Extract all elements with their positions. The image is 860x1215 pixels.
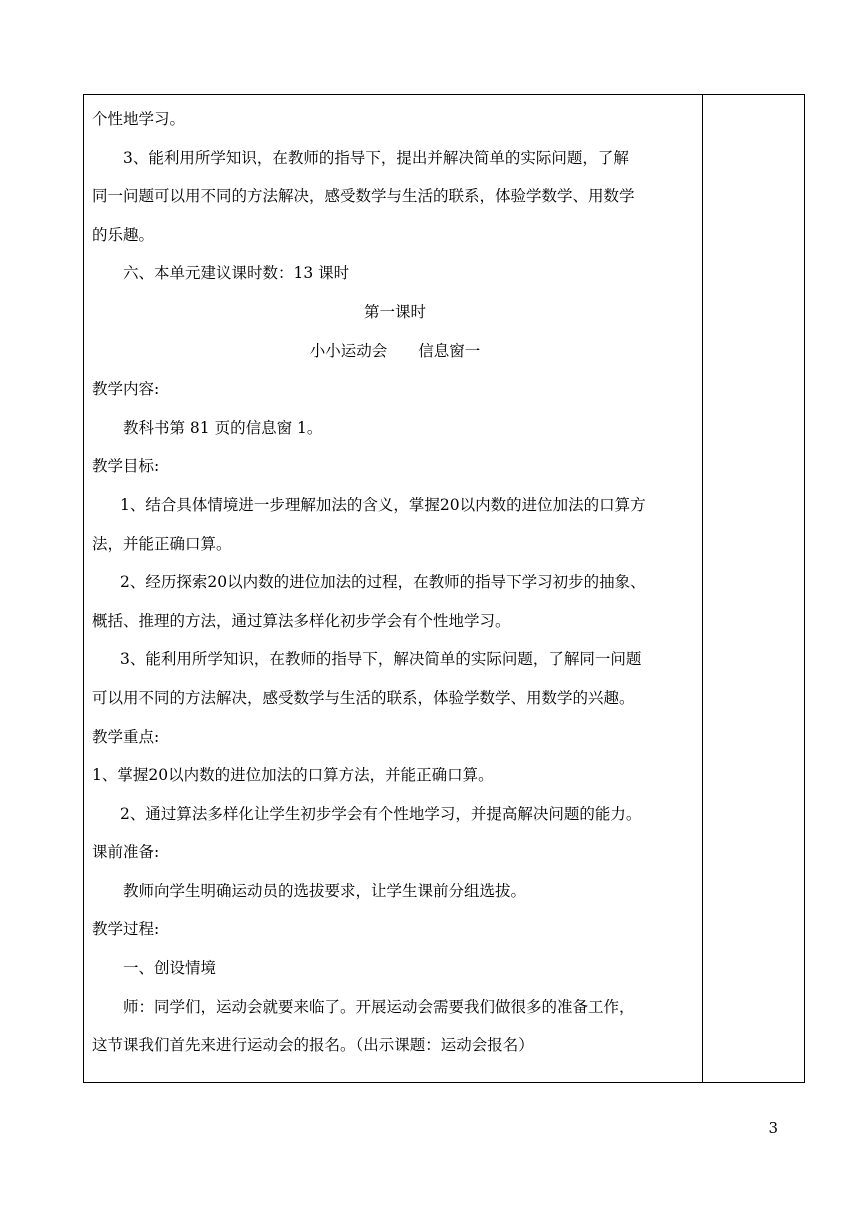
lesson-title: 第一课时 — [363, 302, 426, 321]
text-line: 1、结合具体情境进一步理解加法的含义，掌握20以内数的进位加法的口算方 — [120, 495, 646, 514]
text-line: 同一问题可以用不同的方法解决，感受数学与生活的联系，体验学数学、用数学 — [92, 187, 635, 206]
text-line: 1、掌握20以内数的进位加法的口算方法，并能正确口算。 — [92, 766, 494, 785]
text-line: 这节课我们首先来进行运动会的报名。（出示课题：运动会报名） — [92, 1036, 534, 1055]
lesson-content — [92, 100, 698, 1065]
text-line: 3、能利用所学知识，在教师的指导下，提出并解决简单的实际问题，了解 — [123, 148, 629, 167]
section-label-key-points: 教学重点: — [92, 727, 160, 746]
section-label-objectives: 教学目标: — [92, 457, 160, 476]
text-line: 3、能利用所学知识，在教师的指导下，解决简单的实际问题，了解同一问题 — [120, 650, 642, 669]
text-line: 的乐趣。 — [92, 225, 155, 244]
text-line: 教师向学生明确运动员的选拔要求，让学生课前分组选拔。 — [123, 881, 527, 900]
text-line: 概括、推理的方法，通过算法多样化初步学会有个性地学习。 — [92, 611, 511, 630]
text-line: 2、经历探索20以内数的进位加法的过程，在教师的指导下学习初步的抽象、 — [120, 573, 646, 592]
section-label-preparation: 课前准备: — [92, 843, 160, 862]
column-divider — [702, 94, 703, 1083]
text-line: 个性地学习。 — [92, 110, 186, 128]
page-number: 3 — [768, 1119, 778, 1137]
text-line: 法，并能正确口算。 — [92, 534, 232, 553]
text-line: 一、创设情境 — [123, 959, 217, 978]
text-line: 可以用不同的方法解决，感受数学与生活的联系，体验学数学、用数学的兴趣。 — [92, 688, 635, 707]
text-line: 教科书第 81 页的信息窗 1。 — [123, 418, 323, 437]
lesson-subtitle: 小小运动会 信息窗一 — [309, 341, 481, 360]
section-label-content: 教学内容: — [92, 380, 160, 399]
section-label-process: 教学过程: — [92, 920, 160, 939]
text-line: 师：同学们，运动会就要来临了。开展运动会需要我们做很多的准备工作， — [123, 997, 635, 1016]
text-line: 2、通过算法多样化让学生初步学会有个性地学习，并提高解决问题的能力。 — [120, 804, 642, 823]
section-heading: 六、本单元建议课时数：13 课时 — [123, 264, 350, 283]
